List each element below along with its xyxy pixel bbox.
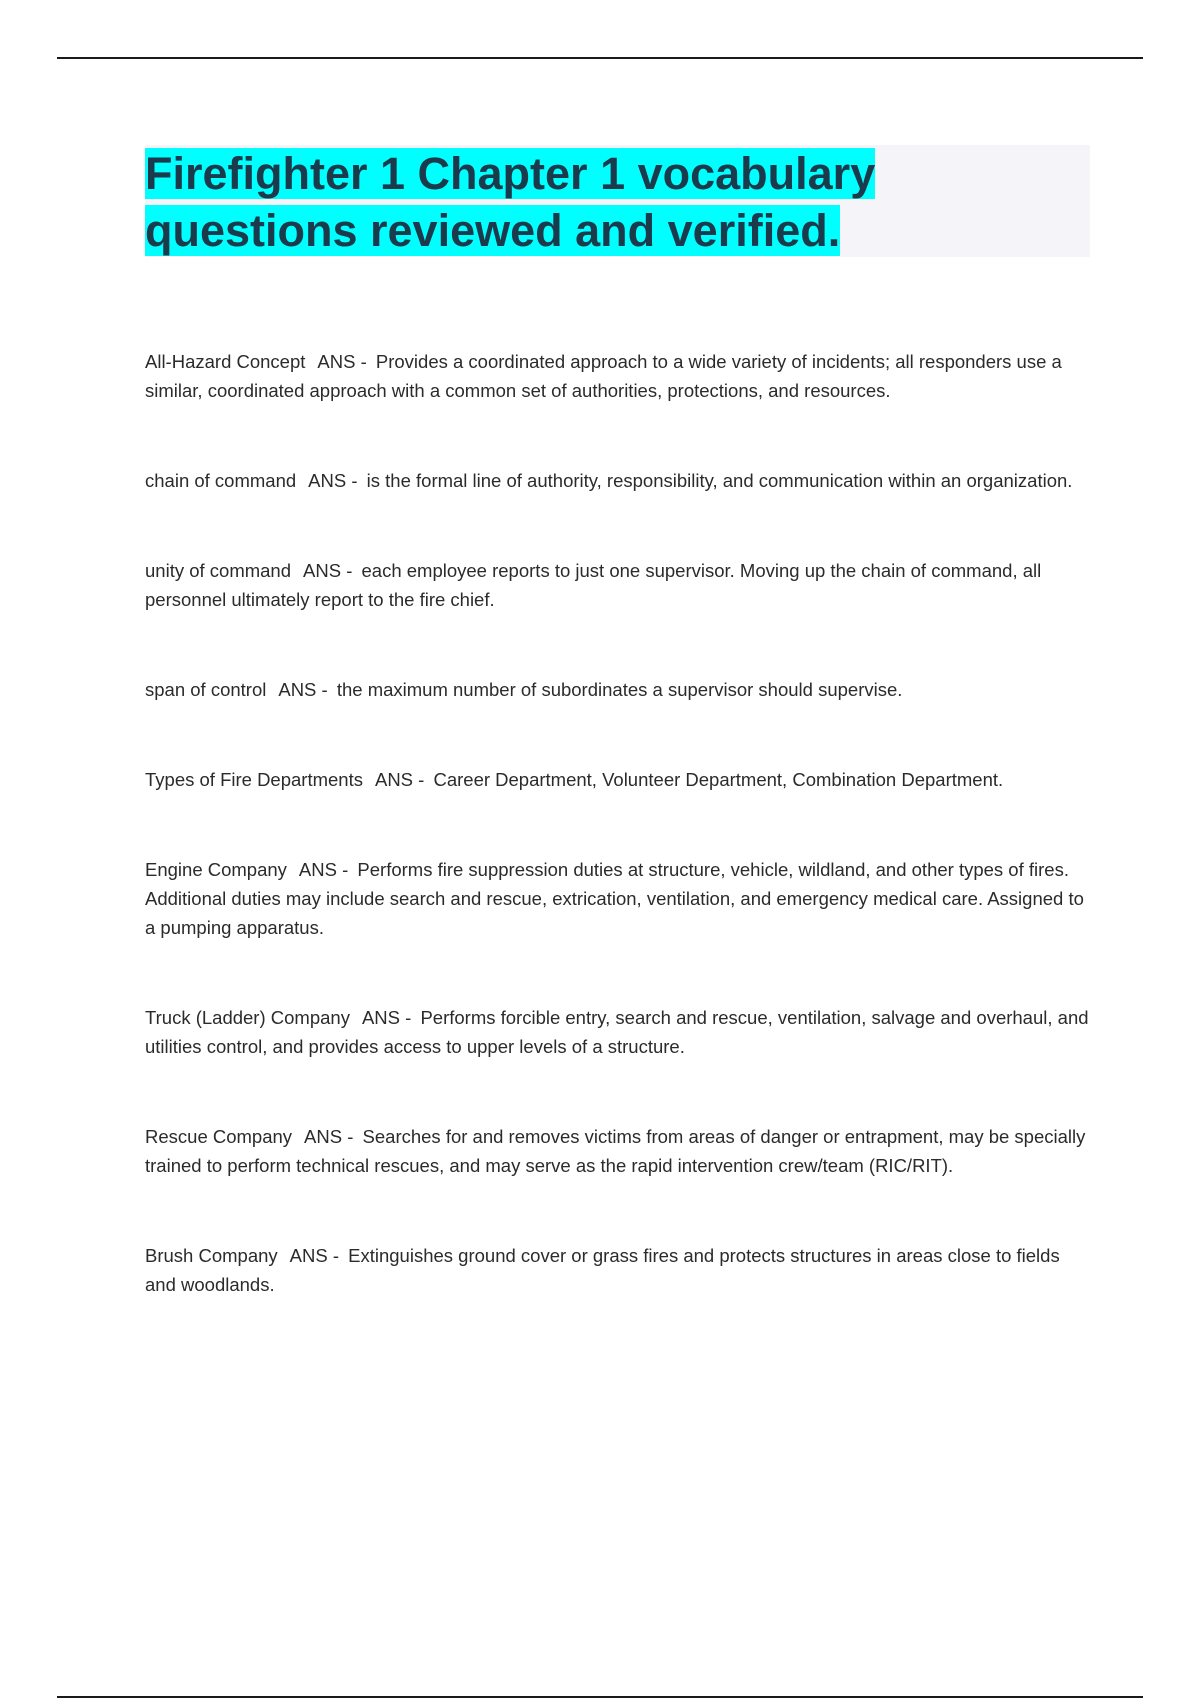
list-item [145,675,1095,704]
title-block [145,145,1090,257]
ans-label: ANS - [289,1245,339,1266]
page-title [145,145,1090,259]
ans-label: ANS - [308,470,358,491]
entry-term: Rescue Company [145,1126,293,1147]
entry-term: span of control [145,679,267,700]
vocabulary-list [145,347,1095,1360]
entry-term: chain of command [145,470,297,491]
list-item [145,556,1095,614]
entry-term: Types of Fire Departments [145,769,363,790]
entry-definition: Performs forcible entry, search and rescue, ventilation, salvage and overhaul, and utilities control, and provides access to upper levels of a structure. [145,1007,1089,1057]
list-item [145,1122,1095,1180]
list-item [145,466,1095,495]
list-item [145,855,1095,942]
ans-label: ANS - [303,560,353,581]
top-divider [57,57,1143,59]
entry-term: Brush Company [145,1245,278,1266]
entry-definition: Career Department, Volunteer Department, Combination Department. [433,769,1004,790]
entry-term: unity of command [145,560,292,581]
list-item [145,1003,1095,1061]
ans-label: ANS - [374,769,425,790]
entry-definition: Extinguishes ground cover or grass fires and protects structures in areas close to fields and woodlands. [145,1245,1060,1295]
title-highlight: Firefighter 1 Chapter 1 vocabulary questions reviewed and verified. [145,148,876,256]
ans-label: ANS - [361,1007,412,1028]
ans-label: ANS - [304,1126,354,1147]
ans-label: ANS - [278,679,328,700]
list-item [145,347,1095,405]
entry-term: Truck (Ladder) Company [145,1007,350,1028]
entry-definition: each employee reports to just one supervisor. Moving up the chain of command, all personnel ultimately report to the fire chief. [145,560,1042,610]
entry-term: All-Hazard Concept [145,351,306,372]
entry-definition: is the formal line of authority, responsibility, and communication within an organization. [366,470,1073,491]
entry-term: Engine Company [145,859,287,880]
list-item [145,1241,1095,1299]
bottom-divider [57,1696,1143,1698]
entry-definition: the maximum number of subordinates a supervisor should supervise. [336,679,903,700]
list-item [145,765,1095,794]
ans-label: ANS - [317,351,367,372]
entry-definition: Performs fire suppression duties at structure, vehicle, wildland, and other types of fires. Additional duties may include search and rescue, extrication, ventilation, and emergency medical care. Assigned to a pumping apparatus. [145,859,1084,938]
entry-definition: Searches for and removes victims from areas of danger or entrapment, may be specially trained to perform technical rescues, and may serve as the rapid intervention crew/team (RIC/RIT). [145,1126,1086,1176]
entry-definition: Provides a coordinated approach to a wide variety of incidents; all responders use a similar, coordinated approach with a common set of authorities, protections, and resources. [145,351,1062,401]
ans-label: ANS - [298,859,349,880]
